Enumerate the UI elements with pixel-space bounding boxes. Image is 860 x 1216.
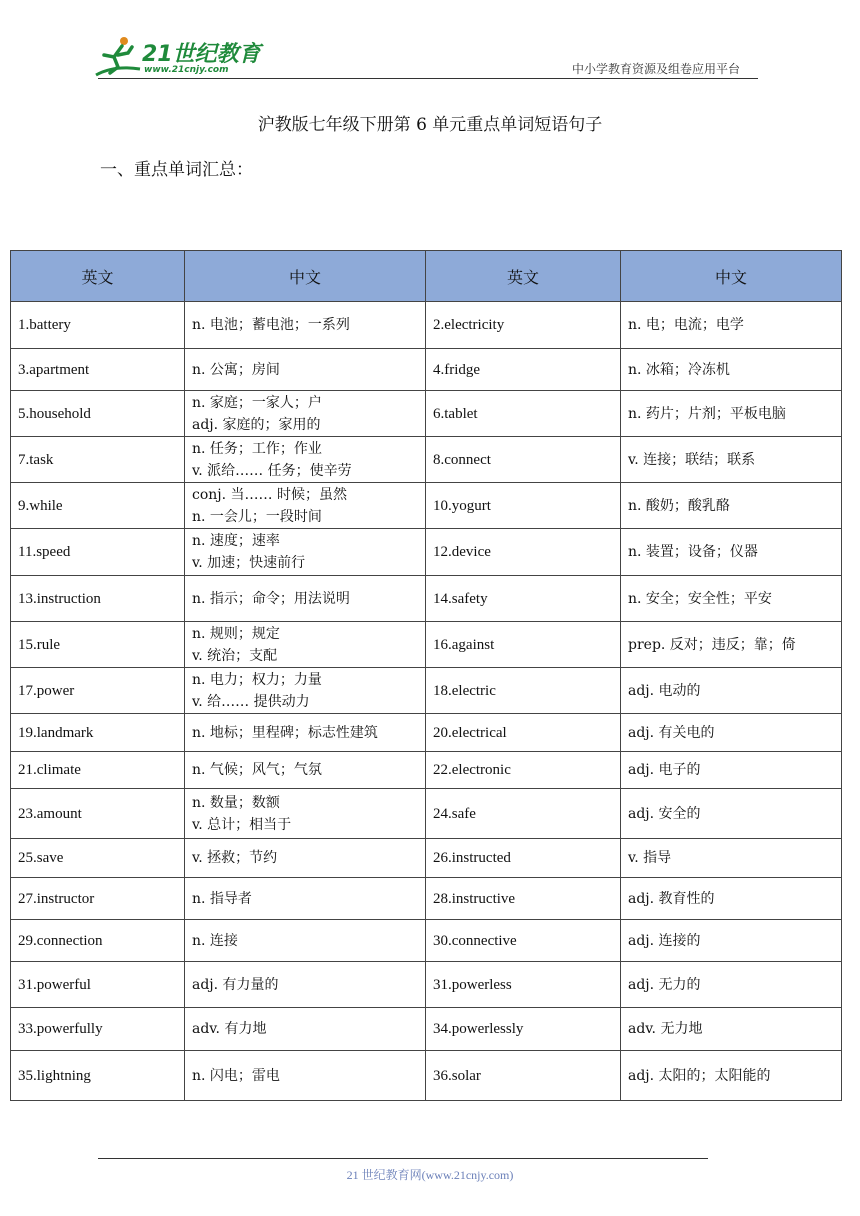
meaning-line: adj. 教育性的	[628, 890, 715, 907]
english-word: 8.connect	[426, 437, 621, 483]
english-word: 16.against	[426, 622, 621, 668]
meaning-line: adv. 无力地	[628, 1021, 703, 1037]
chinese-meaning	[185, 576, 426, 622]
chinese-meaning	[185, 1008, 426, 1051]
table-row	[11, 714, 842, 752]
chinese-meaning	[185, 483, 426, 529]
chinese-meaning	[621, 529, 842, 576]
english-word: 18.electric	[426, 668, 621, 714]
meaning-line: conj. 当…… 时候；虽然	[192, 486, 347, 503]
chinese-meaning	[185, 789, 426, 839]
chinese-meaning	[185, 714, 426, 752]
english-word: 15.rule	[11, 622, 185, 668]
meaning-line: v. 加速；快速前行	[192, 555, 306, 571]
english-word: 30.connective	[426, 920, 621, 962]
meaning-line: adj. 电动的	[628, 682, 701, 699]
english-word: 21.climate	[11, 752, 185, 789]
chinese-meaning	[185, 391, 426, 437]
chinese-meaning	[621, 483, 842, 529]
chinese-meaning	[621, 668, 842, 714]
page-footer: 21 世纪教育网(www.21cnjy.com)	[346, 1168, 514, 1182]
chinese-meaning	[621, 1008, 842, 1051]
meaning-line: v. 总计；相当于	[192, 816, 292, 833]
meaning-line: v. 连接；联结；联系	[628, 451, 756, 468]
table-row	[11, 878, 842, 920]
meaning-line: v. 指导	[628, 850, 672, 866]
meaning-line: n. 闪电；雷电	[192, 1067, 280, 1084]
meaning-line: n. 家庭；一家人；户	[192, 394, 322, 411]
meaning-line: n. 指示；命令；用法说明	[192, 590, 350, 607]
english-word: 7.task	[11, 437, 185, 483]
chinese-meaning	[185, 349, 426, 391]
english-word: 36.solar	[426, 1051, 621, 1101]
chinese-meaning	[621, 437, 842, 483]
vocabulary-table	[10, 250, 842, 1101]
chinese-meaning	[621, 714, 842, 752]
english-word: 17.power	[11, 668, 185, 714]
table-body	[11, 302, 842, 1101]
chinese-meaning	[185, 437, 426, 483]
english-word: 23.amount	[11, 789, 185, 839]
footer-divider	[98, 1158, 708, 1159]
document-title: 沪教版七年级下册第 6 单元重点单词短语句子	[257, 115, 603, 135]
chinese-meaning	[621, 391, 842, 437]
meaning-line: n. 数量；数额	[192, 794, 280, 811]
english-word: 24.safe	[426, 789, 621, 839]
english-word: 20.electrical	[426, 714, 621, 752]
meaning-line: v. 给…… 提供动力	[192, 693, 310, 710]
chinese-meaning	[621, 1051, 842, 1101]
meaning-line: adj. 太阳的；太阳能的	[628, 1067, 771, 1084]
table-row	[11, 483, 842, 529]
chinese-meaning	[621, 878, 842, 920]
english-word: 6.tablet	[426, 391, 621, 437]
english-word: 34.powerlessly	[426, 1008, 621, 1051]
table-row	[11, 349, 842, 391]
meaning-line: adj. 无力的	[628, 976, 701, 993]
chinese-meaning	[185, 1051, 426, 1101]
runner-logo-icon	[94, 35, 142, 79]
column-header-chinese: 中文	[621, 251, 842, 302]
english-word: 4.fridge	[426, 349, 621, 391]
logo-text: 21世纪教育	[142, 42, 261, 67]
table-row	[11, 529, 842, 576]
logo-url: www.21cnjy.com	[144, 65, 229, 75]
meaning-line: n. 电力；权力；力量	[192, 671, 322, 688]
chinese-meaning	[185, 622, 426, 668]
english-word: 29.connection	[11, 920, 185, 962]
english-word: 5.household	[11, 391, 185, 437]
logo	[94, 35, 264, 79]
meaning-line: adv. 有力地	[192, 1021, 267, 1037]
table-row	[11, 437, 842, 483]
table-row	[11, 920, 842, 962]
english-word: 35.lightning	[11, 1051, 185, 1101]
chinese-meaning	[621, 752, 842, 789]
chinese-meaning	[185, 839, 426, 878]
platform-name: 中小学教育资源及组卷应用平台	[572, 62, 741, 76]
meaning-line: prep. 反对；违反；靠；倚	[628, 636, 796, 653]
meaning-line: n. 规则；规定	[192, 625, 280, 642]
meaning-line: adj. 连接的	[628, 932, 701, 949]
meaning-line: adj. 电子的	[628, 762, 701, 778]
table-row	[11, 302, 842, 349]
meaning-line: n. 酸奶；酸乳酪	[628, 497, 730, 514]
meaning-line: n. 指导者	[192, 890, 252, 907]
table-row	[11, 1051, 842, 1101]
meaning-line: n. 速度；速率	[192, 533, 280, 549]
table-row	[11, 1008, 842, 1051]
english-word: 9.while	[11, 483, 185, 529]
table-row	[11, 962, 842, 1008]
chinese-meaning	[621, 576, 842, 622]
chinese-meaning	[621, 302, 842, 349]
english-word: 25.save	[11, 839, 185, 878]
meaning-line: n. 装置；设备；仪器	[628, 544, 758, 560]
header-divider	[98, 78, 758, 79]
meaning-line: n. 一会儿；一段时间	[192, 508, 322, 525]
meaning-line: v. 派给…… 任务；使辛劳	[192, 462, 352, 479]
meaning-line: adj. 有关电的	[628, 724, 715, 741]
meaning-line: n. 冰箱；冷冻机	[628, 361, 730, 378]
english-word: 3.apartment	[11, 349, 185, 391]
chinese-meaning	[185, 668, 426, 714]
meaning-line: n. 公寓；房间	[192, 361, 280, 378]
meaning-line: n. 连接	[192, 932, 238, 949]
chinese-meaning	[185, 920, 426, 962]
meaning-line: n. 任务；工作；作业	[192, 440, 322, 457]
english-word: 28.instructive	[426, 878, 621, 920]
chinese-meaning	[621, 622, 842, 668]
english-word: 31.powerful	[11, 962, 185, 1008]
table-header-row	[11, 251, 842, 302]
english-word: 14.safety	[426, 576, 621, 622]
english-word: 10.yogurt	[426, 483, 621, 529]
section-heading: 一、重点单词汇总：	[100, 160, 253, 180]
table-row	[11, 789, 842, 839]
table-row	[11, 668, 842, 714]
chinese-meaning	[185, 529, 426, 576]
english-word: 2.electricity	[426, 302, 621, 349]
chinese-meaning	[185, 962, 426, 1008]
english-word: 22.electronic	[426, 752, 621, 789]
english-word: 27.instructor	[11, 878, 185, 920]
english-word: 11.speed	[11, 529, 185, 576]
english-word: 19.landmark	[11, 714, 185, 752]
table-row	[11, 752, 842, 789]
chinese-meaning	[185, 878, 426, 920]
table-row	[11, 391, 842, 437]
chinese-meaning	[621, 920, 842, 962]
page-header	[0, 0, 860, 80]
english-word: 31.powerless	[426, 962, 621, 1008]
chinese-meaning	[621, 349, 842, 391]
meaning-line: v. 拯救；节约	[192, 850, 278, 866]
chinese-meaning	[621, 962, 842, 1008]
meaning-line: n. 电池；蓄电池；一系列	[192, 317, 350, 333]
column-header-chinese: 中文	[185, 251, 426, 302]
meaning-line: n. 地标；里程碑；标志性建筑	[192, 724, 378, 741]
meaning-line: n. 药片；片剂；平板电脑	[628, 405, 786, 422]
table-row	[11, 622, 842, 668]
meaning-line: n. 电；电流；电学	[628, 317, 744, 333]
meaning-line: v. 统治；支配	[192, 647, 278, 664]
column-header-english: 英文	[11, 251, 185, 302]
chinese-meaning	[185, 302, 426, 349]
chinese-meaning	[185, 752, 426, 789]
english-word: 1.battery	[11, 302, 185, 349]
table-row	[11, 576, 842, 622]
english-word: 13.instruction	[11, 576, 185, 622]
meaning-line: n. 气候；风气；气氛	[192, 762, 322, 778]
meaning-line: adj. 家庭的；家用的	[192, 416, 321, 433]
english-word: 33.powerfully	[11, 1008, 185, 1051]
chinese-meaning	[621, 789, 842, 839]
english-word: 26.instructed	[426, 839, 621, 878]
english-word: 12.device	[426, 529, 621, 576]
meaning-line: adj. 安全的	[628, 805, 701, 822]
meaning-line: adj. 有力量的	[192, 976, 279, 993]
table-row	[11, 839, 842, 878]
meaning-line: n. 安全；安全性；平安	[628, 590, 772, 607]
column-header-english: 英文	[426, 251, 621, 302]
chinese-meaning	[621, 839, 842, 878]
